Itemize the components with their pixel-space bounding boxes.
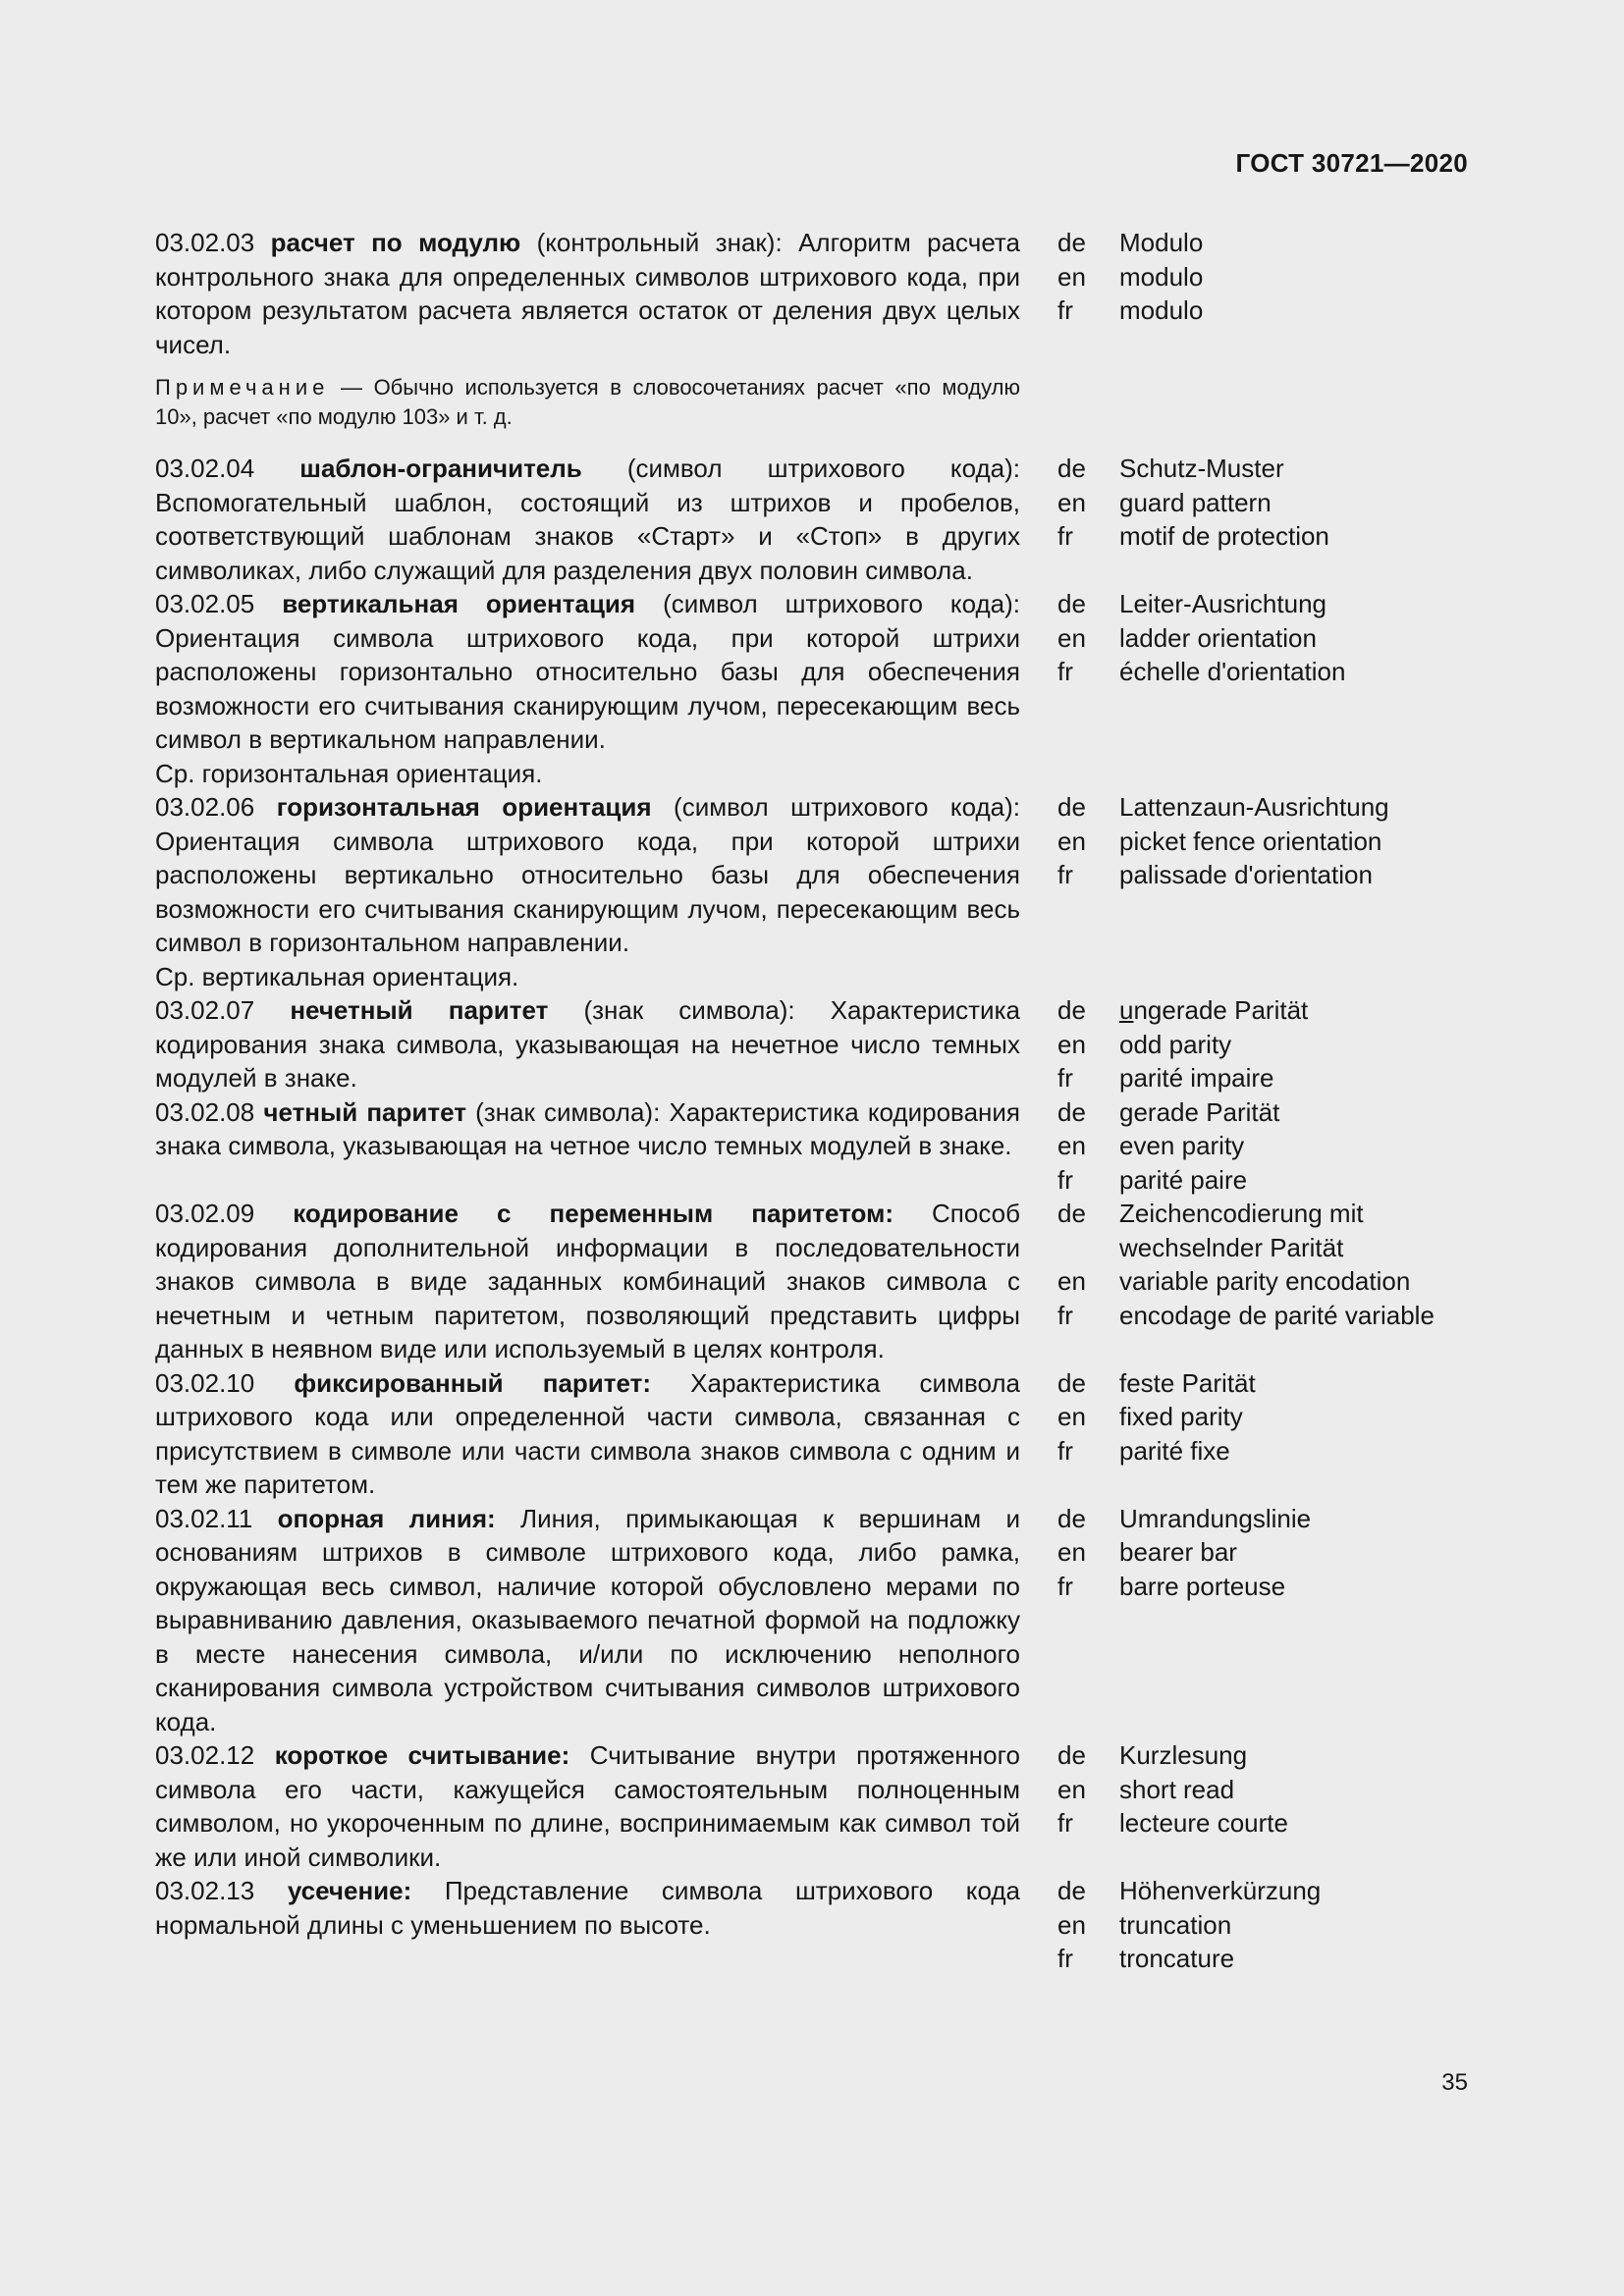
translation-fr: fr barre porteuse <box>1057 1571 1286 1601</box>
translation-en: en odd parity <box>1057 1029 1232 1059</box>
term-number: 03.02.10 <box>155 1367 255 1398</box>
term-name: опорная линия: <box>277 1503 496 1533</box>
term-number: 03.02.12 <box>155 1740 255 1770</box>
translation-fr: fr troncature <box>1057 1944 1235 1973</box>
translation-de: de Lattenzaun-Ausrichtung <box>1057 792 1389 822</box>
note <box>155 373 1020 432</box>
term-translations <box>1057 1874 1321 1976</box>
term-number: 03.02.07 <box>155 995 255 1025</box>
term-name: нечетный паритет <box>290 995 549 1025</box>
term-name: горизонтальная ориентация <box>276 792 652 822</box>
term-name: усечение: <box>287 1876 412 1905</box>
term-number: 03.02.11 <box>155 1503 253 1533</box>
term-number: 03.02.09 <box>155 1199 255 1228</box>
term-text: (знак символа): Характеристика кодирования знака символа, указывающая на нечетное число темных модулей в знаке. <box>155 995 1020 1093</box>
term-definition <box>155 1197 1020 1366</box>
term-text: (символ штрихового кода): Ориентация символа штрихового кода, при которой штрихи расположены вертикально относительно базы для обеспечения возможности его считывания сканирующим лучом, пересекающим весь символ в горизонтальном направлении. Ср. вертикальная ориентация. <box>155 792 1020 991</box>
translation-de: de Schutz-Muster <box>1057 454 1284 483</box>
term-name: расчет по модулю <box>270 228 521 257</box>
translation-en: en truncation <box>1057 1909 1232 1940</box>
translation-fr: fr parité impaire <box>1057 1063 1274 1093</box>
term-entry-03-02-09 <box>155 1197 1476 1366</box>
translation-en: en bearer bar <box>1057 1537 1237 1567</box>
term-entry-03-02-03 <box>155 226 1476 361</box>
term-translations <box>1057 1095 1279 1198</box>
term-entry-03-02-12 <box>155 1738 1476 1874</box>
term-translations <box>1057 1366 1256 1502</box>
term-entry-03-02-08 <box>155 1095 1476 1198</box>
term-translations <box>1057 226 1203 361</box>
translation-fr: fr palissade d'orientation <box>1057 860 1373 889</box>
term-entry-03-02-13 <box>155 1874 1476 1976</box>
translation-de: de Modulo <box>1057 228 1204 257</box>
term-definition <box>155 993 1020 1095</box>
term-definition <box>155 1874 1020 1976</box>
translation-en: en modulo <box>1057 261 1204 292</box>
translation-en: en variable parity encodation <box>1057 1266 1411 1296</box>
term-text: (символ штрихового кода): Ориентация символа штрихового кода, при которой штрихи расположены горизонтально относительно базы для обеспечения возможности его считывания сканирующим лучом, пересекающим весь символ в вертикальном направлении. Ср. горизонтальная ориентация. <box>155 589 1020 788</box>
term-number: 03.02.08 <box>155 1096 255 1127</box>
translation-fr: fr lecteure courte <box>1057 1808 1288 1838</box>
term-translations <box>1057 1738 1288 1874</box>
terms-list <box>155 226 1476 1976</box>
translation-fr: fr encodage de parité variable <box>1057 1300 1435 1330</box>
translation-en: en fixed parity <box>1057 1402 1243 1431</box>
term-number: 03.02.04 <box>155 454 255 483</box>
term-number: 03.02.13 <box>155 1876 255 1905</box>
term-text: (контрольный знак): Алгоритм расчета контрольного знака для определенных символов штрихового кода, при котором результатом расчета является остаток от деления двух целых чисел. <box>155 228 1020 359</box>
term-translations <box>1057 587 1345 790</box>
term-number: 03.02.05 <box>155 589 255 618</box>
term-translations <box>1057 1197 1435 1366</box>
term-name: кодирование с переменным паритетом: <box>293 1199 893 1228</box>
term-definition <box>155 1095 1020 1198</box>
term-name: короткое считывание: <box>274 1740 570 1770</box>
translation-de: de Zeichencodierung mit <box>1057 1199 1364 1228</box>
translation-en: en short read <box>1057 1774 1235 1804</box>
term-entry-03-02-05 <box>155 587 1476 790</box>
term-translations <box>1057 452 1329 587</box>
term-entry-03-02-10 <box>155 1366 1476 1502</box>
term-entry-03-02-11 <box>155 1502 1476 1739</box>
translation-fr: fr modulo <box>1057 295 1204 325</box>
term-text: Представление символа штрихового кода нормальной длины с уменьшением по высоте. <box>155 1876 1020 1940</box>
translation-de: de Höhenverkürzung <box>1057 1876 1322 1905</box>
document-header: ГОСТ 30721—2020 <box>1235 148 1468 178</box>
translation-en: en guard pattern <box>1057 487 1272 517</box>
term-definition <box>155 1502 1020 1739</box>
translation-en: en ladder orientation <box>1057 622 1317 653</box>
translation-fr: fr échelle d'orientation <box>1057 657 1346 686</box>
term-text: Линия, примыкающая к вершинам и основаниям штрихов в символе штрихового кода, либо рамка, окружающая весь символ, наличие которой обусловлено мерами по выравниванию давления, оказываемого печатной формой на подложку в месте нанесения символа, и/или по исключению неполного сканирования символа устройством считывания символов штрихового кода. <box>155 1503 1020 1736</box>
term-text: Способ кодирования дополнительной информации в последовательности знаков символа в виде заданных комбинаций знаков символа с нечетным и четным паритетом, позволяющий представить цифры данных в неявном виде или используемый в целях контроля. <box>155 1199 1020 1363</box>
term-definition <box>155 452 1020 587</box>
term-definition <box>155 1366 1020 1502</box>
translation-de-continued: wechselnder Parität <box>1119 1232 1344 1262</box>
term-name: фиксированный паритет: <box>294 1367 652 1398</box>
term-name: шаблон-ограничитель <box>299 454 582 483</box>
term-name: вертикальная ориентация <box>282 589 636 618</box>
term-entry-03-02-07 <box>155 993 1476 1095</box>
translation-fr: fr parité fixe <box>1057 1435 1230 1466</box>
term-definition <box>155 226 1020 361</box>
term-entry-03-02-06 <box>155 790 1476 993</box>
translation-de: de ungerade Parität <box>1057 995 1309 1025</box>
translation-en: en picket fence orientation <box>1057 826 1382 856</box>
translation-fr: fr parité paire <box>1057 1164 1248 1195</box>
term-number: 03.02.06 <box>155 792 255 822</box>
translation-fr: fr motif de protection <box>1057 521 1329 551</box>
translation-de: de Leiter-Ausrichtung <box>1057 589 1326 618</box>
note-text: — Обычно используется в словосочетаниях расчет «по модулю 10», расчет «по модулю 103» и т. д. <box>155 375 1020 429</box>
term-definition <box>155 587 1020 790</box>
page-number: 35 <box>1441 2069 1468 2096</box>
term-text: (знак символа): Характеристика кодирования знака символа, указывающая на четное число темных модулей в знаке. <box>155 1096 1020 1160</box>
note-label: Примечание <box>155 375 330 400</box>
term-name: четный паритет <box>263 1096 466 1127</box>
term-text: (символ штрихового кода): Вспомогательный шаблон, состоящий из штрихов и пробелов, соответствующий шаблонам знаков «Старт» и «Стоп» в других символиках, либо служащий для разделения двух половин символа. <box>155 454 1020 585</box>
term-translations <box>1057 993 1308 1095</box>
translation-de: de Kurzlesung <box>1057 1740 1248 1770</box>
term-entry-03-02-04 <box>155 452 1476 587</box>
term-text: Характеристика символа штрихового кода или определенной части символа, связанная с присутствием в символе или части символа знаков символа с одним и тем же паритетом. <box>155 1367 1020 1499</box>
translation-de: de feste Parität <box>1057 1367 1256 1398</box>
translation-de: de Umrandungslinie <box>1057 1503 1312 1533</box>
term-translations <box>1057 1502 1311 1739</box>
translation-en: en even parity <box>1057 1131 1245 1160</box>
term-definition <box>155 790 1020 993</box>
term-definition <box>155 1738 1020 1874</box>
term-number: 03.02.03 <box>155 228 255 257</box>
term-translations <box>1057 790 1389 993</box>
translation-de: de gerade Parität <box>1057 1096 1280 1127</box>
term-text: Считывание внутри протяженного символа его части, кажущейся самостоятельным полноценным символом, но укороченным по длине, воспринимаемым как символ той же или иной символики. <box>155 1740 1020 1872</box>
